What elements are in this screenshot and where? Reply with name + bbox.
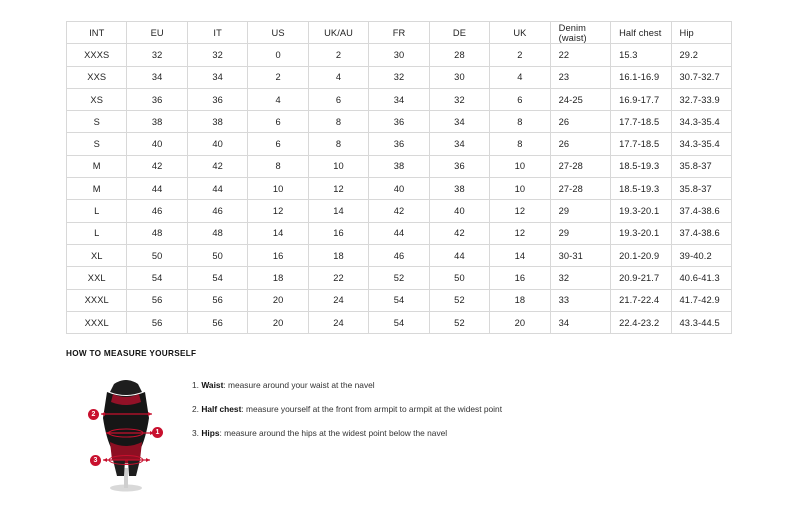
table-cell: 29 [550,222,610,244]
table-cell: 16 [308,222,368,244]
table-cell: 44 [187,178,247,200]
table-cell: 6 [248,133,308,155]
table-cell: 8 [308,133,368,155]
badge-hips: 3 [90,455,101,466]
column-header: UK/AU [308,22,368,44]
table-cell: 28 [429,44,489,66]
table-cell: 10 [308,155,368,177]
table-cell: 42 [127,155,187,177]
table-cell: 19.3-20.1 [611,200,671,222]
table-cell: 22.4-23.2 [611,311,671,333]
table-cell: 4 [308,66,368,88]
table-cell: 21.7-22.4 [611,289,671,311]
table-cell: 44 [127,178,187,200]
table-cell: 27-28 [550,155,610,177]
table-row [67,178,732,200]
table-cell: 46 [127,200,187,222]
table-cell: 2 [490,44,550,66]
table-cell: 36 [429,155,489,177]
table-row [67,133,732,155]
table-cell: 22 [550,44,610,66]
table-cell: 40.6-41.3 [671,267,731,289]
table-cell: 10 [490,155,550,177]
table-cell: 18.5-19.3 [611,178,671,200]
table-cell: 14 [490,244,550,266]
table-cell: 54 [369,311,429,333]
table-cell: 34 [127,66,187,88]
table-cell: 30 [429,66,489,88]
table-cell: 54 [187,267,247,289]
table-cell: 32 [429,88,489,110]
table-cell: 40 [369,178,429,200]
table-cell: 37.4-38.6 [671,222,731,244]
table-cell: 2 [248,66,308,88]
table-cell: 32 [127,44,187,66]
table-cell: 39-40.2 [671,244,731,266]
table-cell: 42 [429,222,489,244]
size-label-cell: XXXL [67,289,127,311]
table-row [67,200,732,222]
table-cell: 18 [490,289,550,311]
table-cell: 15.3 [611,44,671,66]
size-label-cell: L [67,200,127,222]
table-cell: 52 [369,267,429,289]
table-cell: 37.4-38.6 [671,200,731,222]
table-cell: 32 [369,66,429,88]
table-cell: 12 [248,200,308,222]
table-cell: 12 [308,178,368,200]
table-cell: 18.5-19.3 [611,155,671,177]
table-cell: 40 [429,200,489,222]
measure-text: : measure around the hips at the widest point below the navel [219,428,448,439]
size-label-cell: S [67,133,127,155]
table-cell: 6 [248,111,308,133]
table-cell: 34 [429,111,489,133]
table-cell: 14 [308,200,368,222]
measure-text: : measure around your waist at the navel [223,380,375,390]
table-cell: 56 [187,311,247,333]
table-cell: 26 [550,111,610,133]
table-cell: 40 [187,133,247,155]
measure-number: 2. [192,404,199,415]
measure-text: : measure yourself at the front from armpit to armpit at the widest point [241,404,503,415]
table-header-row [67,22,732,44]
measure-number: 3. [192,428,199,439]
table-cell: 27-28 [550,178,610,200]
column-header: FR [369,22,429,44]
size-label-cell: S [67,111,127,133]
table-cell: 38 [187,111,247,133]
table-cell: 29.2 [671,44,731,66]
table-cell: 54 [127,267,187,289]
table-cell: 23 [550,66,610,88]
table-cell: 6 [490,88,550,110]
table-cell: 50 [127,244,187,266]
table-cell: 36 [127,88,187,110]
table-row [67,267,732,289]
table-row [67,244,732,266]
table-cell: 34 [187,66,247,88]
table-cell: 30.7-32.7 [671,66,731,88]
table-cell: 26 [550,133,610,155]
table-cell: 16.9-17.7 [611,88,671,110]
table-row [67,44,732,66]
measure-term: Hips [201,428,220,439]
column-header: US [248,22,308,44]
table-row [67,66,732,88]
measure-instruction [192,380,502,390]
table-cell: 40 [127,133,187,155]
table-cell: 36 [369,133,429,155]
table-cell: 52 [429,289,489,311]
table-cell: 24 [308,289,368,311]
table-cell: 36 [187,88,247,110]
column-header: UK [490,22,550,44]
measure-number: 1. [192,380,199,390]
column-header: EU [127,22,187,44]
table-cell: 20 [248,289,308,311]
table-cell: 38 [429,178,489,200]
table-cell: 35.8-37 [671,155,731,177]
how-to-measure-section [66,349,746,493]
table-cell: 6 [308,88,368,110]
table-cell: 34.3-35.4 [671,111,731,133]
table-cell: 44 [429,244,489,266]
table-cell: 19.3-20.1 [611,222,671,244]
size-label-cell: L [67,222,127,244]
table-cell: 20 [490,311,550,333]
table-cell: 48 [127,222,187,244]
table-cell: 36 [369,111,429,133]
table-cell: 50 [187,244,247,266]
table-cell: 8 [490,111,550,133]
table-cell: 30 [369,44,429,66]
table-cell: 43.3-44.5 [671,311,731,333]
table-cell: 10 [490,178,550,200]
size-label-cell: XXXS [67,44,127,66]
table-cell: 12 [490,222,550,244]
size-chart-table [66,21,732,334]
column-header: Denim (waist) [550,22,610,44]
table-cell: 17.7-18.5 [611,111,671,133]
column-header: IT [187,22,247,44]
table-cell: 42 [369,200,429,222]
size-label-cell: XXS [67,66,127,88]
table-cell: 32.7-33.9 [671,88,731,110]
measure-instruction [192,428,502,438]
column-header: Hip [671,22,731,44]
table-cell: 48 [187,222,247,244]
table-cell: 34 [369,88,429,110]
measure-term: Half chest [201,404,242,415]
size-label-cell: M [67,178,127,200]
size-label-cell: M [67,155,127,177]
table-cell: 8 [308,111,368,133]
table-cell: 50 [429,267,489,289]
how-to-measure-body [66,368,746,493]
table-cell: 18 [248,267,308,289]
table-cell: 46 [369,244,429,266]
measure-instruction [192,404,502,414]
table-cell: 8 [248,155,308,177]
size-label-cell: XXXL [67,311,127,333]
table-cell: 29 [550,200,610,222]
table-cell: 30-31 [550,244,610,266]
table-cell: 16 [490,267,550,289]
table-cell: 52 [429,311,489,333]
table-cell: 38 [127,111,187,133]
table-cell: 46 [187,200,247,222]
table-row [67,222,732,244]
table-header [67,22,732,44]
table-body [67,44,732,334]
table-cell: 8 [490,133,550,155]
table-cell: 38 [369,155,429,177]
table-cell: 56 [127,289,187,311]
table-cell: 42 [187,155,247,177]
table-cell: 20.9-21.7 [611,267,671,289]
table-row [67,155,732,177]
table-cell: 33 [550,289,610,311]
table-cell: 56 [127,311,187,333]
table-cell: 14 [248,222,308,244]
table-cell: 34 [550,311,610,333]
size-label-cell: XL [67,244,127,266]
table-cell: 24-25 [550,88,610,110]
table-cell: 4 [490,66,550,88]
column-header: DE [429,22,489,44]
table-cell: 10 [248,178,308,200]
table-row [67,88,732,110]
column-header: Half chest [611,22,671,44]
table-cell: 0 [248,44,308,66]
table-cell: 16.1-16.9 [611,66,671,88]
table-cell: 34.3-35.4 [671,133,731,155]
size-label-cell: XXL [67,267,127,289]
table-row [67,289,732,311]
table-cell: 12 [490,200,550,222]
badge-waist: 1 [152,427,163,438]
table-cell: 44 [369,222,429,244]
table-cell: 18 [308,244,368,266]
table-cell: 22 [308,267,368,289]
table-cell: 17.7-18.5 [611,133,671,155]
table-cell: 16 [248,244,308,266]
table-cell: 34 [429,133,489,155]
mannequin-figure [66,368,176,493]
table-cell: 56 [187,289,247,311]
table-row [67,111,732,133]
measure-instructions-list [192,368,502,452]
measure-term: Waist [201,380,224,390]
how-to-measure-title: HOW TO MEASURE YOURSELF [66,349,197,358]
badge-half-chest: 2 [88,409,99,420]
table-cell: 32 [550,267,610,289]
table-cell: 41.7-42.9 [671,289,731,311]
size-chart-container [66,21,732,334]
table-cell: 4 [248,88,308,110]
table-cell: 2 [308,44,368,66]
column-header: INT [67,22,127,44]
table-cell: 54 [369,289,429,311]
table-cell: 35.8-37 [671,178,731,200]
size-label-cell: XS [67,88,127,110]
table-cell: 24 [308,311,368,333]
table-cell: 20 [248,311,308,333]
table-row [67,311,732,333]
table-cell: 20.1-20.9 [611,244,671,266]
table-cell: 32 [187,44,247,66]
